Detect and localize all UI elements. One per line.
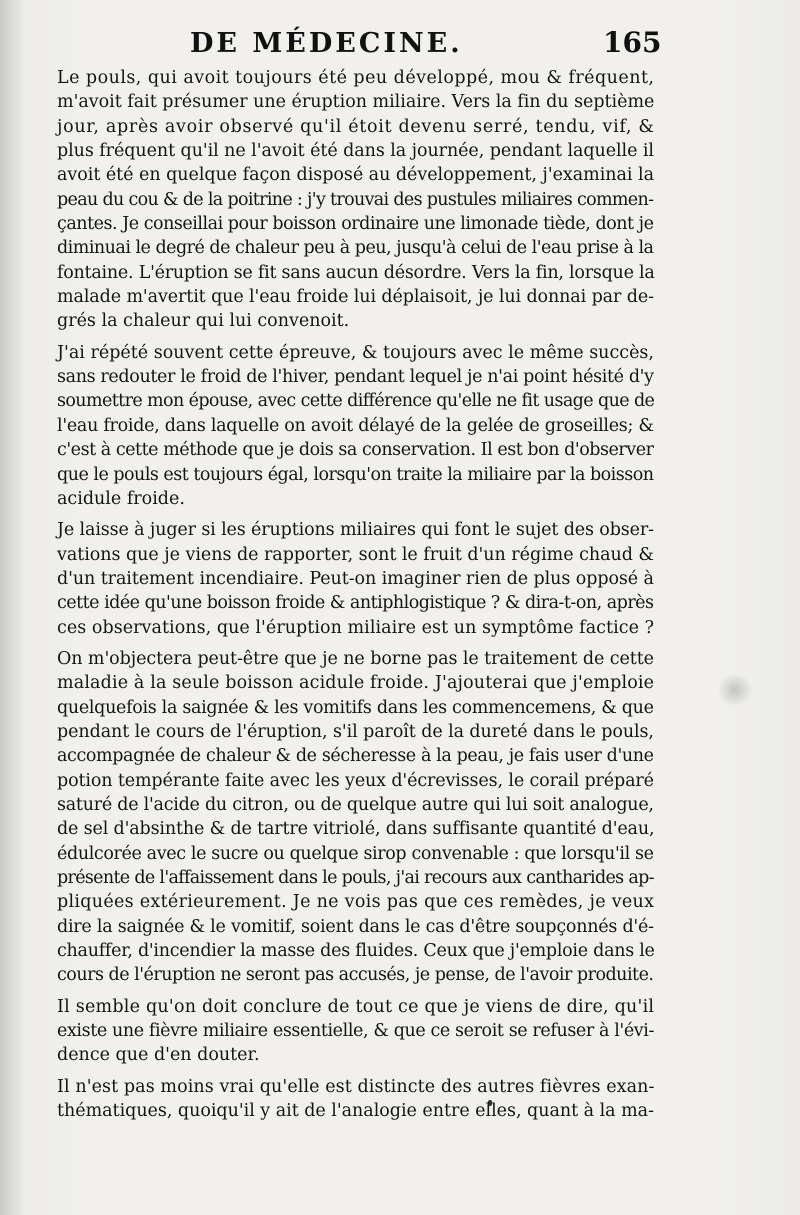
text-line: ces observations, que l'éruption miliaire est un symptôme factice ? (57, 617, 655, 638)
text-line: accompagnée de chaleur & de sécheresse à la peau, je fais user d'une (57, 746, 654, 767)
text-line: On m'objectera peut-être que je ne borne pas le traitement de cette (57, 648, 654, 669)
text-line: peau du cou & de la poitrine : j'y trouvai des pustules miliaires commen- (57, 189, 654, 210)
text-line: avoit été en quelque façon disposé au développement, j'examinai la (57, 165, 654, 186)
paragraph-1 (57, 66, 654, 334)
paragraph-4 (57, 647, 654, 988)
paragraph-5 (57, 995, 654, 1068)
text-line: grés la chaleur qui lui convenoit. (57, 311, 350, 332)
paper-smudge (715, 675, 755, 705)
text-line: çantes. Je conseillai pour boisson ordinaire une limonade tiède, dont je (57, 214, 654, 235)
text-line: Je laisse à juger si les éruptions miliaires qui font le sujet des obser- (57, 520, 654, 541)
paragraph-6 (57, 1075, 654, 1124)
text-line: diminuai le degré de chaleur peu à peu, jusqu'à celui de l'eau prise à la (57, 238, 654, 259)
text-line: sans redouter le froid de l'hiver, pendant lequel je n'ai point hésité d'y (57, 367, 654, 388)
page-header (0, 26, 800, 66)
text-line: Le pouls, qui avoit toujours été peu développé, mou & fréquent, (57, 68, 655, 88)
text-line: pendant le cours de l'éruption, s'il paroît de la dureté dans le pouls, (57, 721, 654, 742)
text-line: Il semble qu'on doit conclure de tout ce que je viens de dire, qu'il (57, 996, 655, 1017)
text-line: acidule froide. (57, 488, 185, 509)
text-line: de sel d'absinthe & de tartre vitriolé, dans suffisante quantité d'eau, (57, 819, 655, 840)
text-line: c'est à cette méthode que je dois sa conservation. Il est bon d'observer (57, 440, 654, 461)
paragraph-3 (57, 518, 654, 640)
text-line: malade m'avertit que l'eau froide lui déplaisoit, je lui donnai par de- (57, 287, 654, 308)
text-line: pliquées extérieurement. Je ne vois pas que ces remèdes, je veux (57, 892, 655, 913)
text-line: l'eau froide, dans laquelle on avoit délayé de la gelée de groseilles; & (57, 415, 654, 436)
text-line: maladie à la seule boisson acidule froide. J'ajouterai que j'emploie (57, 673, 655, 694)
text-line: m'avoit fait présumer une éruption miliaire. Vers la fin du septième (57, 92, 655, 113)
text-line: quelquefois la saignée & les vomitifs dans les commencemens, & que (57, 697, 654, 718)
text-line: dire la saignée & le vomitif, soient dans le cas d'être soupçonnés d'é- (57, 916, 654, 937)
text-line: soumettre mon épouse, avec cette différence qu'elle ne fit usage que de (57, 391, 655, 412)
page-number: 165 (603, 26, 662, 59)
text-line: cours de l'éruption ne seront pas accusés, je pense, de l'avoir produite. (57, 965, 654, 986)
text-line: plus fréquent qu'il ne l'avoit été dans la journée, pendant laquelle il (57, 141, 654, 162)
text-line: présente de l'affaissement dans le pouls, j'ai recours aux cantharides ap- (57, 868, 654, 888)
text-line: cette idée qu'une boisson froide & antiphlogistique ? & dira-t-on, après (57, 593, 654, 614)
text-line: existe une fièvre miliaire essentielle, & que ce seroit se refuser à l'évi- (57, 1021, 655, 1042)
text-line: vations que je viens de rapporter, sont le fruit d'un régime chaud & (57, 544, 654, 565)
running-head: DE MÉDECINE. (190, 28, 463, 59)
text-line: J'ai répété souvent cette épreuve, & toujours avec le même succès, (57, 342, 654, 363)
paragraph-2 (57, 341, 654, 511)
text-line: chauffer, d'incendier la masse des fluides. Ceux que j'emploie dans le (57, 941, 655, 962)
text-line: d'un traitement incendiaire. Peut-on imaginer rien de plus opposé à (57, 568, 654, 589)
text-line: édulcorée avec le sucre ou quelque sirop convenable : que lorsqu'il se (57, 843, 654, 864)
text-line: que le pouls est toujours égal, lorsqu'on traite la miliaire par la boisson (57, 464, 654, 485)
text-line: potion tempérante faite avec les yeux d'écrevisses, le corail préparé (57, 770, 654, 791)
text-line: saturé de l'acide du citron, ou de quelque autre qui lui soit analogue, (57, 794, 654, 815)
text-line: thématiques, quoiqu'il y ait de l'analogie entre elles, quant à la ma- (57, 1101, 654, 1122)
text-line: Il n'est pas moins vrai qu'elle est distincte des autres fièvres exan- (57, 1076, 655, 1097)
body-text (57, 66, 654, 1123)
text-line: dence que d'en douter. (57, 1045, 260, 1066)
text-line: jour, après avoir observé qu'il étoit devenu serré, tendu, vif, & (57, 116, 655, 137)
text-line: fontaine. L'éruption se fit sans aucun désordre. Vers la fin, lorsque la (57, 262, 655, 283)
